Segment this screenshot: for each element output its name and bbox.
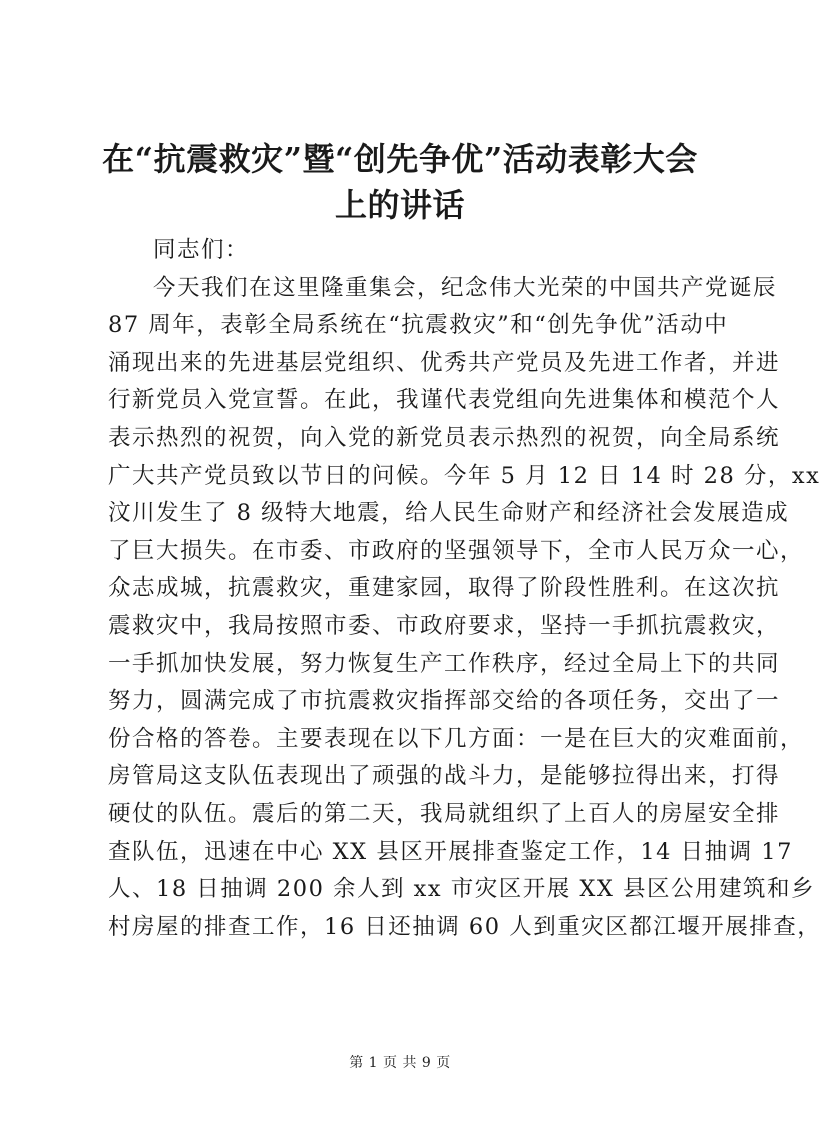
body-line: 一手抓加快发展，努力恢复生产工作秩序，经过全局上下的共同 [108, 650, 781, 677]
page-number: 第 1 页 共 9 页 [349, 1055, 451, 1071]
body-line: 广大共产党员致以节日的问候。今年 5 月 12 日 14 时 28 分，xx [108, 462, 821, 489]
salutation: 同志们： [153, 237, 250, 263]
body-line: 份合格的答卷。主要表现在以下几方面：一是在巨大的灾难面前， [108, 725, 805, 752]
title-line-2: 上的讲话 [334, 186, 465, 224]
body-line: 行新党员入党宣誓。在此，我谨代表党组向先进集体和模范个人 [108, 387, 781, 414]
body-line: 震救灾中，我局按照市委、市政府要求，坚持一手抓抗震救灾， [108, 612, 781, 639]
body-line: 今天我们在这里隆重集会，纪念伟大光荣的中国共产党诞辰 [153, 274, 778, 301]
body-line: 人、18 日抽调 200 余人到 xx 市灾区开展 XX 县区公用建筑和乡 [108, 876, 816, 903]
body-line: 硬仗的队伍。震后的第二天，我局就组织了上百人的房屋安全排 [108, 800, 781, 827]
page-footer [0, 1052, 800, 1072]
document-title [100, 136, 700, 228]
document-body [108, 232, 821, 946]
body-line: 众志成城，抗震救灾，重建家园，取得了阶段性胜利。在这次抗 [108, 575, 781, 602]
body-line: 努力，圆满完成了市抗震救灾指挥部交给的各项任务，交出了一 [108, 688, 781, 715]
title-line-1: 在“抗震救灾”暨“创先争优”活动表彰大会 [102, 140, 698, 178]
body-line: 87 周年，表彰全局系统在“抗震救灾”和“创先争优”活动中 [108, 312, 729, 339]
body-line: 村房屋的排查工作，16 日还抽调 60 人到重灾区都江堰开展排查， [108, 913, 821, 940]
body-line: 表示热烈的祝贺，向入党的新党员表示热烈的祝贺，向全局系统 [108, 424, 781, 451]
body-line: 房管局这支队伍表现出了顽强的战斗力，是能够拉得出来，打得 [108, 763, 781, 790]
body-line: 汶川发生了 8 级特大地震，给人民生命财产和经济社会发展造成 [108, 500, 790, 527]
body-line: 涌现出来的先进基层党组织、优秀共产党员及先进工作者，并进 [108, 349, 781, 376]
body-line: 了巨大损失。在市委、市政府的坚强领导下，全市人民万众一心， [108, 537, 805, 564]
body-line: 查队伍，迅速在中心 XX 县区开展排查鉴定工作，14 日抽调 17 [108, 838, 793, 865]
